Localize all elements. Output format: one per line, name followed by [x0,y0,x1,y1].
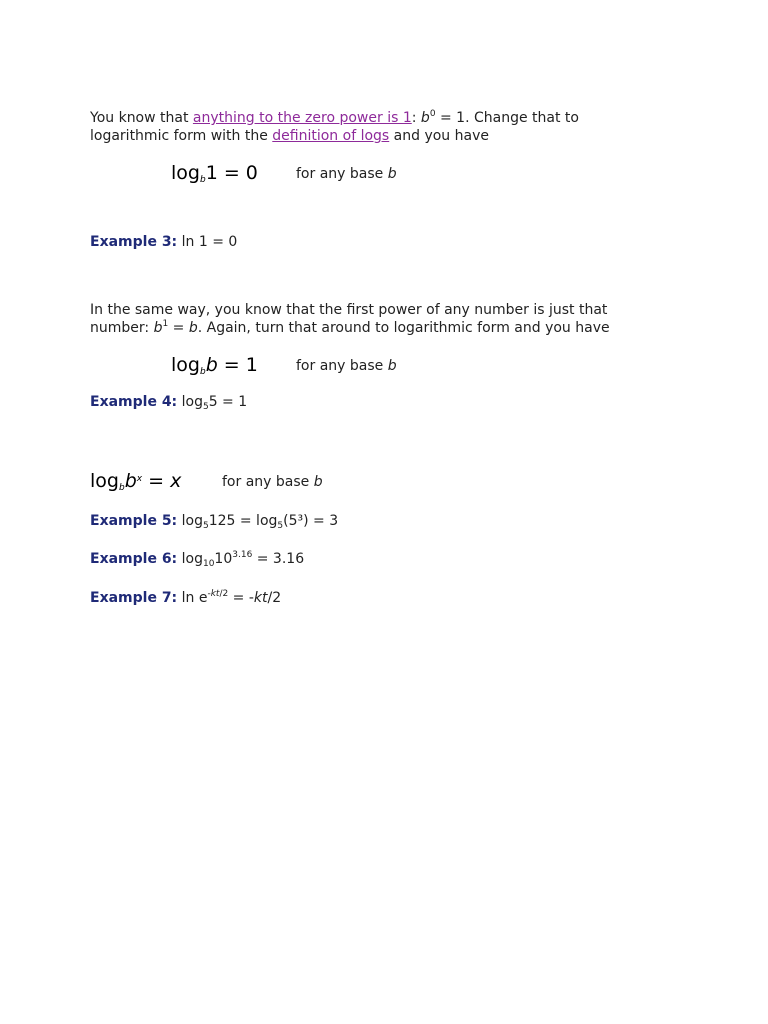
formula-expression: $\log_bb = 1$ [171,354,258,377]
example-label: Example 3: [90,234,178,250]
intro-line-2: logarithmic form with the definition of logs and you have [90,128,489,144]
example-3: Example 3: ln 1 = 0 [90,234,238,250]
formula-note: for any base b [222,474,323,490]
formula-expression: $\log_bb^x = x$ [90,470,182,493]
formula-log-b-bx [90,469,323,495]
formula-expression: $\log_b1 = 0$ [171,162,258,185]
first-power-paragraph [90,301,610,337]
example-label: Example 7: [90,590,178,606]
example-7: Example 7: $\ln e^{-kt/2} = -kt/2$ [90,589,282,606]
example-label: Example 4: [90,394,178,410]
definition-of-logs-link[interactable]: definition of logs [272,128,390,144]
intro-line-1: You know that anything to the zero power is 1: $b^0 = 1$. Change that to [90,109,579,126]
example-6: Example 6: $\log_{10}10^{3.16} = 3.16$ [90,550,305,569]
formula-log-b-b [171,353,397,379]
example-label: Example 6: [90,551,178,567]
example-5: Example 5: $\log_5125 = \log_5(5^3) = 3$ [90,513,339,531]
intro-paragraph [90,109,579,145]
first-power-line-2: number: $b^1 = b$. Again, turn that around to logarithmic form and you have [90,319,610,336]
formula-note: for any base b [296,166,397,182]
formula-log-one [171,161,397,187]
example-label: Example 5: [90,513,178,529]
formula-note: for any base b [296,358,397,374]
example-4: Example 4: $\log_55 = 1$ [90,394,248,412]
first-power-line-1: In the same way, you know that the first power of any number is just that [90,302,608,318]
zero-power-link[interactable]: anything to the zero power is 1 [192,110,412,126]
